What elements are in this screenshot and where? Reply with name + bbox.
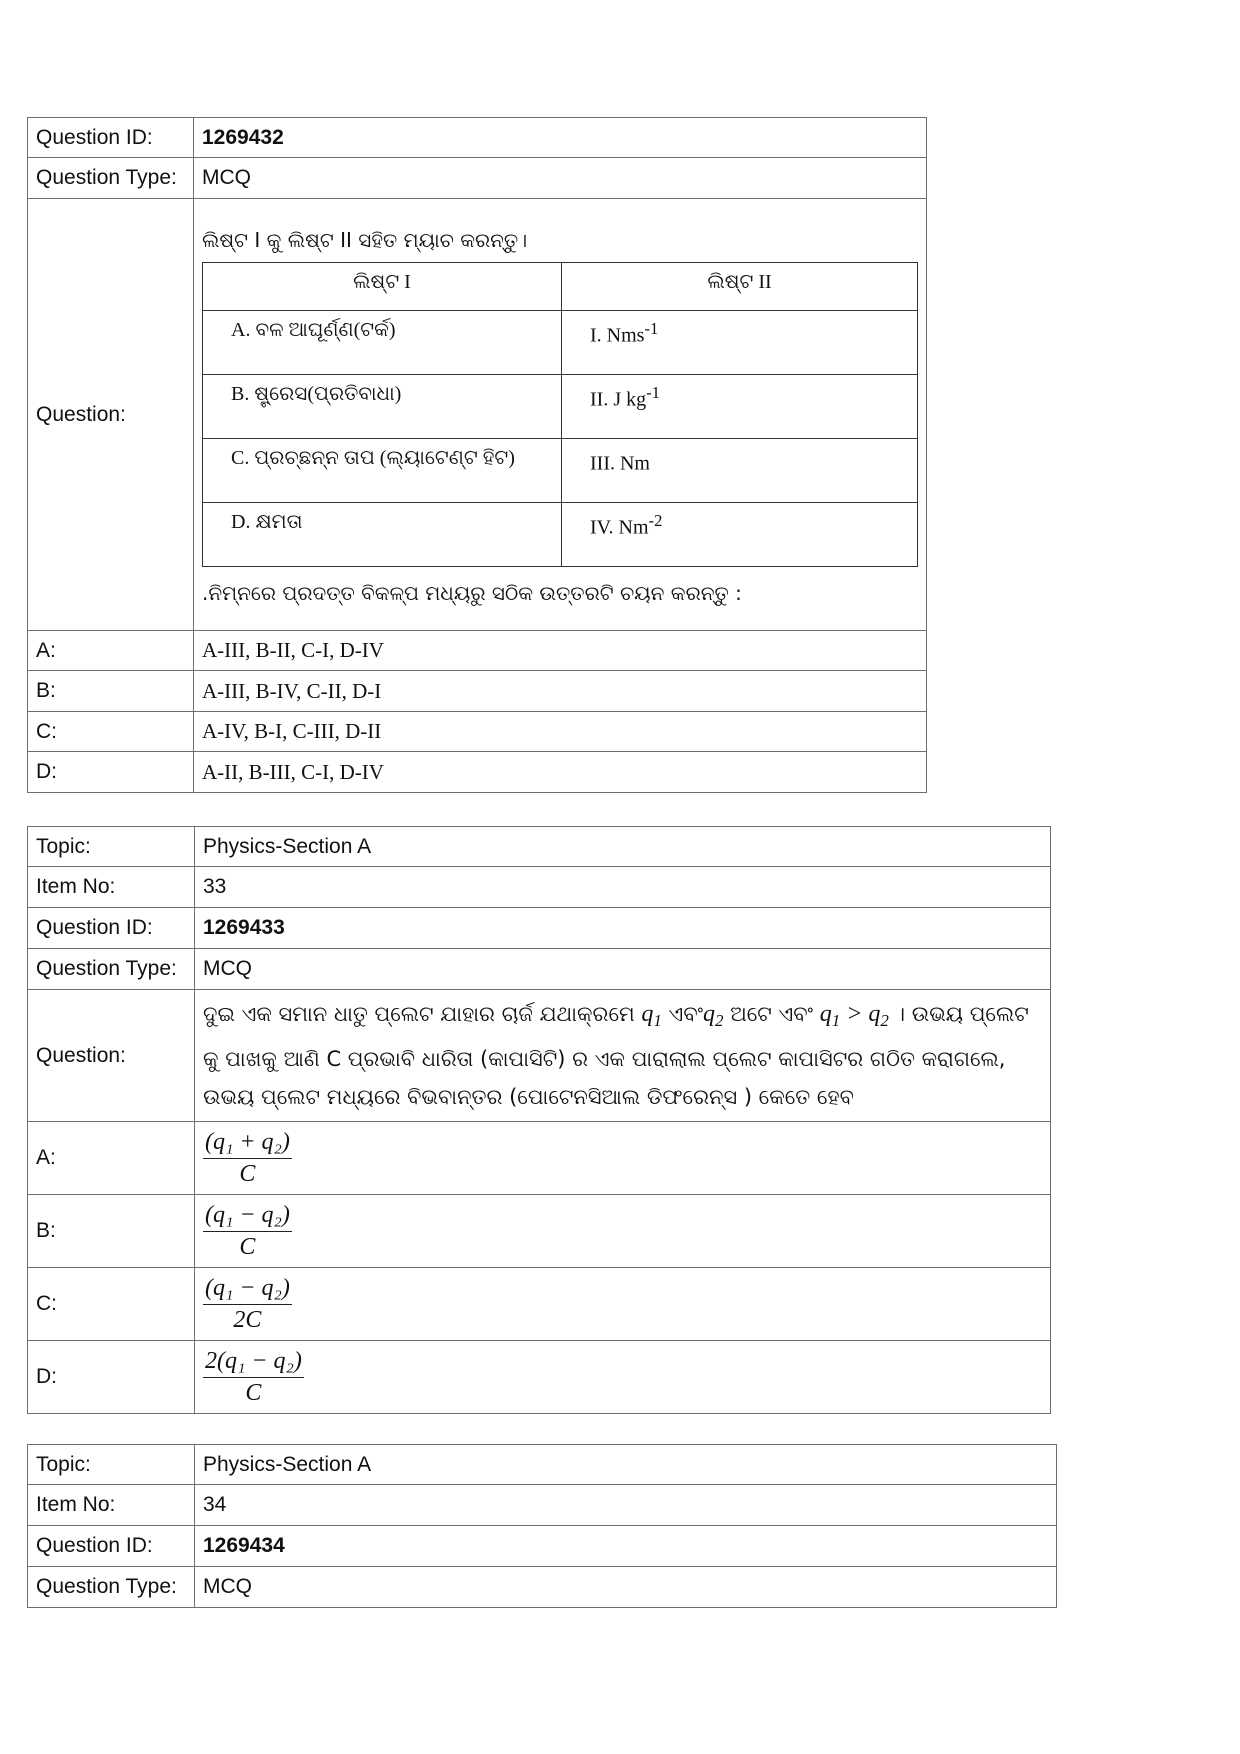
list1-item: C. ପ୍ରଚ୍ଛନ୍ନ ତାପ (ଲ୍ୟାଟେଣ୍ଟ ହିଟ) xyxy=(203,439,562,503)
question-instruction: .ନିମ୍ନରେ ପ୍ରଦତ୍ତ ବିକଳ୍ପ ମଧ୍ୟରୁ ସଠିକ ଉତ୍ତରଟି ଚୟନ କରନ୍ତୁ : xyxy=(202,581,742,605)
list2-item-text: III. Nm xyxy=(590,452,650,475)
option-formula xyxy=(195,1268,1051,1341)
list2-item-exponent: -1 xyxy=(646,383,660,402)
question-text: । ଉଭୟ ପ୍ଲେଟ କୁ ପାଖକୁ ଆଣି C ପ୍ରଭାବି ଧାରିତା (କାପାସିଟି) ର ଏକ ପାରାଲାଲ ପ୍ଲେଟ କାପାସିଟର ଗଠିତ କରାଗଲେ, ଉଭୟ ପ୍ଲେଟ ମଧ୍ୟରେ ବିଭବାନ୍ତର (ପୋଟେନସିଆଲ ଡିଫରେନ୍ସ ) କେତେ ହେବ xyxy=(203,1001,1029,1110)
row-question-type xyxy=(28,158,927,199)
list2-header: ଲିଷ୍ଟ II xyxy=(562,263,918,311)
value-question-type: MCQ xyxy=(195,949,1051,990)
value-topic: Physics-Section A xyxy=(195,1445,1057,1485)
label-question-type: Question Type: xyxy=(28,158,194,199)
inequality-sign: > xyxy=(840,1000,869,1027)
option-row-a xyxy=(28,1122,1051,1195)
row-question-type xyxy=(28,949,1051,990)
question-table-1269432 xyxy=(27,117,927,793)
option-row-c xyxy=(28,1268,1051,1341)
fraction xyxy=(203,1348,304,1407)
label-question-type: Question Type: xyxy=(28,949,195,990)
match-row xyxy=(203,375,918,439)
option-label: C: xyxy=(28,712,194,752)
match-row xyxy=(203,439,918,503)
question-text: ଦୁଇ ଏକ ସମାନ ଧାତୁ ପ୍ଲେଟ ଯାହାର ଚାର୍ଜ ଯଥାକ୍ରମେ xyxy=(203,1001,642,1026)
fraction-denominator: C xyxy=(245,1379,262,1406)
var-sub: 2 xyxy=(715,1011,724,1031)
list1-header: ଲିଷ୍ଟ I xyxy=(203,263,562,311)
match-row xyxy=(203,503,918,567)
label-question-id: Question ID: xyxy=(28,118,194,158)
list1-item: D. କ୍ଷମତା xyxy=(203,503,562,567)
option-text: A-III, B-II, C-I, D-IV xyxy=(194,631,927,671)
option-row-b xyxy=(28,671,927,712)
label-question-id: Question ID: xyxy=(28,908,195,949)
option-label: B: xyxy=(28,671,194,712)
list2-item-exponent: -1 xyxy=(644,319,659,338)
option-row-b xyxy=(28,1195,1051,1268)
option-text: A-IV, B-I, C-III, D-II xyxy=(194,712,927,752)
option-formula xyxy=(195,1122,1051,1195)
question-body xyxy=(195,990,1051,1122)
option-row-d xyxy=(28,1341,1051,1414)
value-question-id: 1269433 xyxy=(195,908,1051,949)
list2-item xyxy=(562,375,918,439)
row-topic xyxy=(28,827,1051,867)
fraction xyxy=(203,1202,292,1261)
fraction-denominator: C xyxy=(239,1233,256,1260)
fraction-denominator: C xyxy=(239,1160,256,1187)
option-label: A: xyxy=(28,631,194,671)
fraction-denominator: 2C xyxy=(233,1306,262,1333)
row-question xyxy=(28,199,927,631)
question-table-1269433 xyxy=(27,826,1051,1414)
fraction-numerator: (q₁ − q₂) xyxy=(203,1275,292,1305)
label-item-no: Item No: xyxy=(28,867,195,908)
option-label: A: xyxy=(28,1122,195,1195)
fraction-numerator: (q₁ − q₂) xyxy=(203,1202,292,1232)
value-topic: Physics-Section A xyxy=(195,827,1051,867)
var-q: q xyxy=(703,1000,716,1027)
fraction xyxy=(203,1129,292,1188)
row-item-no xyxy=(28,1485,1057,1526)
label-question-type: Question Type: xyxy=(28,1567,195,1608)
label-topic: Topic: xyxy=(28,1445,195,1485)
var-q: q xyxy=(819,1000,832,1027)
var-q: q xyxy=(641,1000,654,1027)
var-sub: 1 xyxy=(653,1011,662,1031)
option-text: A-III, B-IV, C-II, D-I xyxy=(194,671,927,712)
question-text: ଏବଂ xyxy=(661,1001,704,1026)
var-sub: 2 xyxy=(880,1011,889,1031)
option-row-d xyxy=(28,752,927,793)
fraction-numerator: (q₁ + q₂) xyxy=(203,1129,292,1159)
var-sub: 1 xyxy=(831,1011,841,1031)
question-table-1269434 xyxy=(27,1444,1057,1608)
row-question-id xyxy=(28,908,1051,949)
fraction xyxy=(203,1275,292,1334)
option-text: A-II, B-III, C-I, D-IV xyxy=(194,752,927,793)
value-question-type: MCQ xyxy=(194,158,927,199)
match-list-table xyxy=(202,262,918,567)
value-item-no: 34 xyxy=(195,1485,1057,1526)
option-label: B: xyxy=(28,1195,195,1268)
option-row-c xyxy=(28,712,927,752)
fraction-numerator: 2(q₁ − q₂) xyxy=(203,1348,304,1378)
list1-item: A. ବଳ ଆଘୂର୍ଣ୍ଣ(ଟର୍କ) xyxy=(203,311,562,375)
label-question: Question: xyxy=(28,199,194,631)
match-header-row xyxy=(203,263,918,311)
label-item-no: Item No: xyxy=(28,1485,195,1526)
label-question: Question: xyxy=(28,990,195,1122)
question-intro: ଲିଷ୍ଟ I କୁ ଲିଷ୍ଟ II ସହିତ ମ୍ୟାଚ କରନ୍ତୁ। xyxy=(202,228,528,252)
option-row-a xyxy=(28,631,927,671)
value-question-type: MCQ xyxy=(195,1567,1057,1608)
label-topic: Topic: xyxy=(28,827,195,867)
list2-item xyxy=(562,311,918,375)
option-label: D: xyxy=(28,1341,195,1414)
list2-item-exponent: -2 xyxy=(648,511,663,530)
option-formula xyxy=(195,1341,1051,1414)
option-label: D: xyxy=(28,752,194,793)
row-question-id xyxy=(28,118,927,158)
list2-item-text: IV. Nm xyxy=(590,516,649,539)
question-body xyxy=(194,199,927,631)
option-label: C: xyxy=(28,1268,195,1341)
var-q: q xyxy=(868,1000,881,1027)
row-question-type xyxy=(28,1567,1057,1608)
value-question-id: 1269434 xyxy=(195,1526,1057,1567)
list2-item-text: I. Nms xyxy=(590,324,645,347)
row-topic xyxy=(28,1445,1057,1485)
row-question-id xyxy=(28,1526,1057,1567)
list2-item xyxy=(562,503,918,567)
question-text: ଅଟେ ଏବଂ xyxy=(723,1001,820,1026)
list2-item-text: II. J kg xyxy=(590,388,647,411)
value-question-id: 1269432 xyxy=(194,118,927,158)
list2-item xyxy=(562,439,918,503)
option-formula xyxy=(195,1195,1051,1268)
label-question-id: Question ID: xyxy=(28,1526,195,1567)
match-row xyxy=(203,311,918,375)
list1-item: B. ଷ୍ଟ୍ରେସ(ପ୍ରତିବାଧା) xyxy=(203,375,562,439)
row-question xyxy=(28,990,1051,1122)
value-item-no: 33 xyxy=(195,867,1051,908)
row-item-no xyxy=(28,867,1051,908)
